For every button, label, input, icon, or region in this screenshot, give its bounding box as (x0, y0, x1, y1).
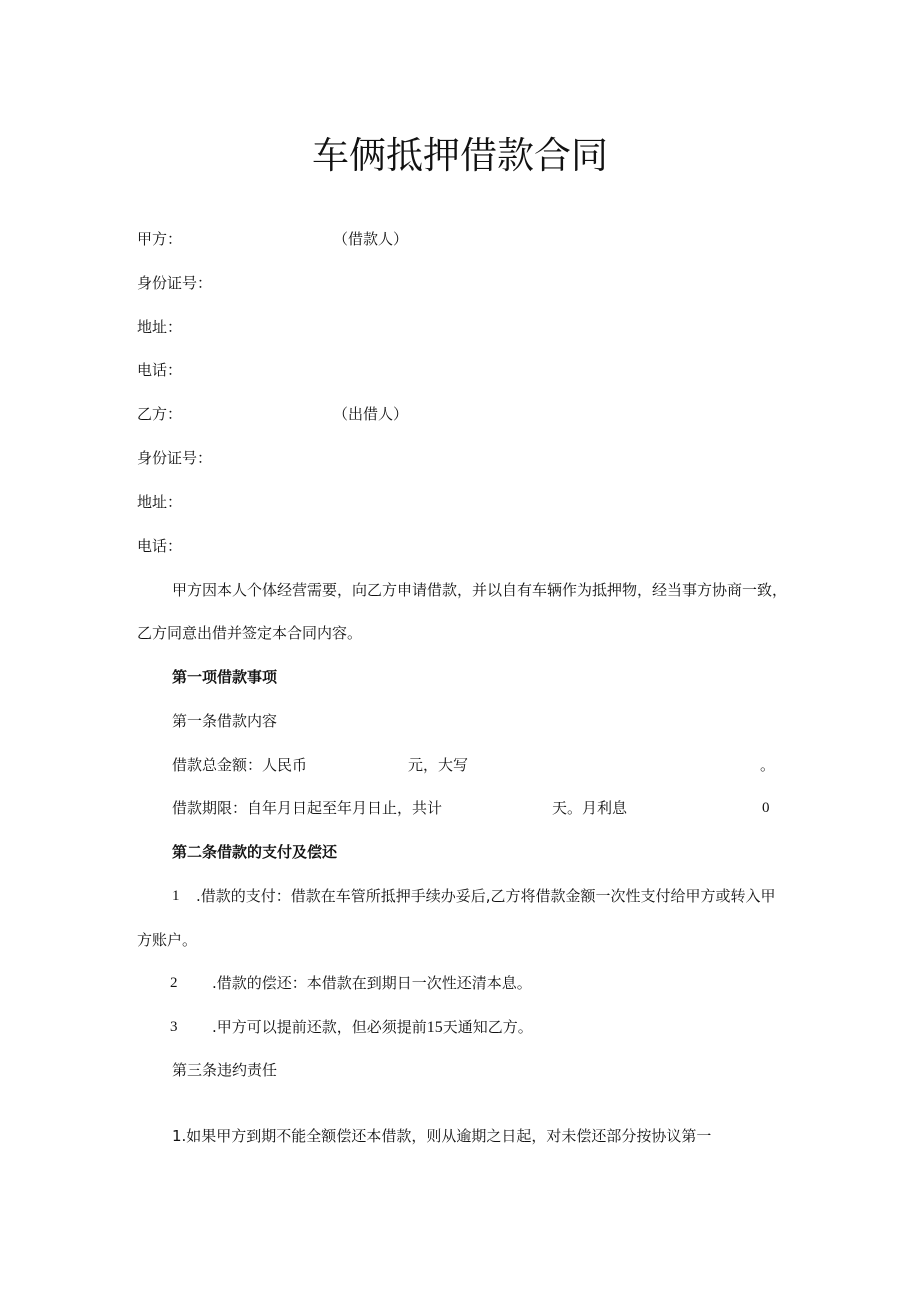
article-1-title: 第一条借款内容 (172, 712, 278, 730)
party-a-address-label: 地址： (137, 318, 183, 336)
item-3-text-b: 天通知乙方。 (442, 1018, 533, 1036)
party-b-id-label: 身份证号： (137, 449, 213, 467)
amount-end: 。 (760, 756, 776, 774)
party-a-label: 甲方： (137, 230, 183, 248)
term-label: 借款期限：自年月日起至年月日止，共计 (172, 799, 443, 817)
party-a-id-label: 身份证号： (137, 274, 213, 292)
document-title: 车俩抵押借款合同 (312, 134, 608, 177)
party-b-label: 乙方： (137, 405, 183, 423)
item-3-text (212, 1016, 533, 1039)
section-3-item-1: 1.如果甲方到期不能全额偿还本借款，则从逾期之日起，对未偿还部分按协议第一 (172, 1127, 712, 1145)
item-1-text: .借款的支付：借款在车管所抵押手续办妥后,乙方将借款金额一次性支付给甲方或转入甲 (196, 887, 776, 905)
section-2-heading: 第二条借款的支付及偿还 (172, 843, 338, 861)
party-a-role: （借款人） (333, 230, 409, 248)
amount-label: 借款总金额：人民币 (172, 756, 308, 774)
item-1-number: 1 (172, 888, 180, 904)
party-b-address-label: 地址： (137, 493, 183, 511)
item-2-text: .借款的偿还：本借款在到期日一次性还清本息。 (212, 974, 532, 992)
party-a-phone-label: 电话： (137, 361, 183, 379)
intro-line-1: 甲方因本人个体经营需要，向乙方申请借款，并以自有车辆作为抵押物，经当事方协商一致， (172, 581, 788, 599)
party-b-role: （出借人） (333, 405, 409, 423)
item-1-continuation: 方账户。 (137, 931, 198, 949)
term-end: 0 (762, 800, 770, 816)
intro-line-2: 乙方同意出借并签定本合同内容。 (137, 624, 363, 642)
item-2-number: 2 (170, 975, 178, 991)
term-unit: 天。月利息 (552, 799, 628, 817)
amount-unit: 元，大写 (408, 756, 469, 774)
item-3-text-a: .甲方可以提前还款，但必须提前 (212, 1018, 427, 1036)
item-3-days: 15 (426, 1019, 443, 1036)
section-3-heading: 第三条违约责任 (172, 1061, 278, 1079)
section-1-heading: 第一项借款事项 (172, 668, 278, 686)
party-b-phone-label: 电话： (137, 537, 183, 555)
item-3-number: 3 (170, 1019, 178, 1035)
